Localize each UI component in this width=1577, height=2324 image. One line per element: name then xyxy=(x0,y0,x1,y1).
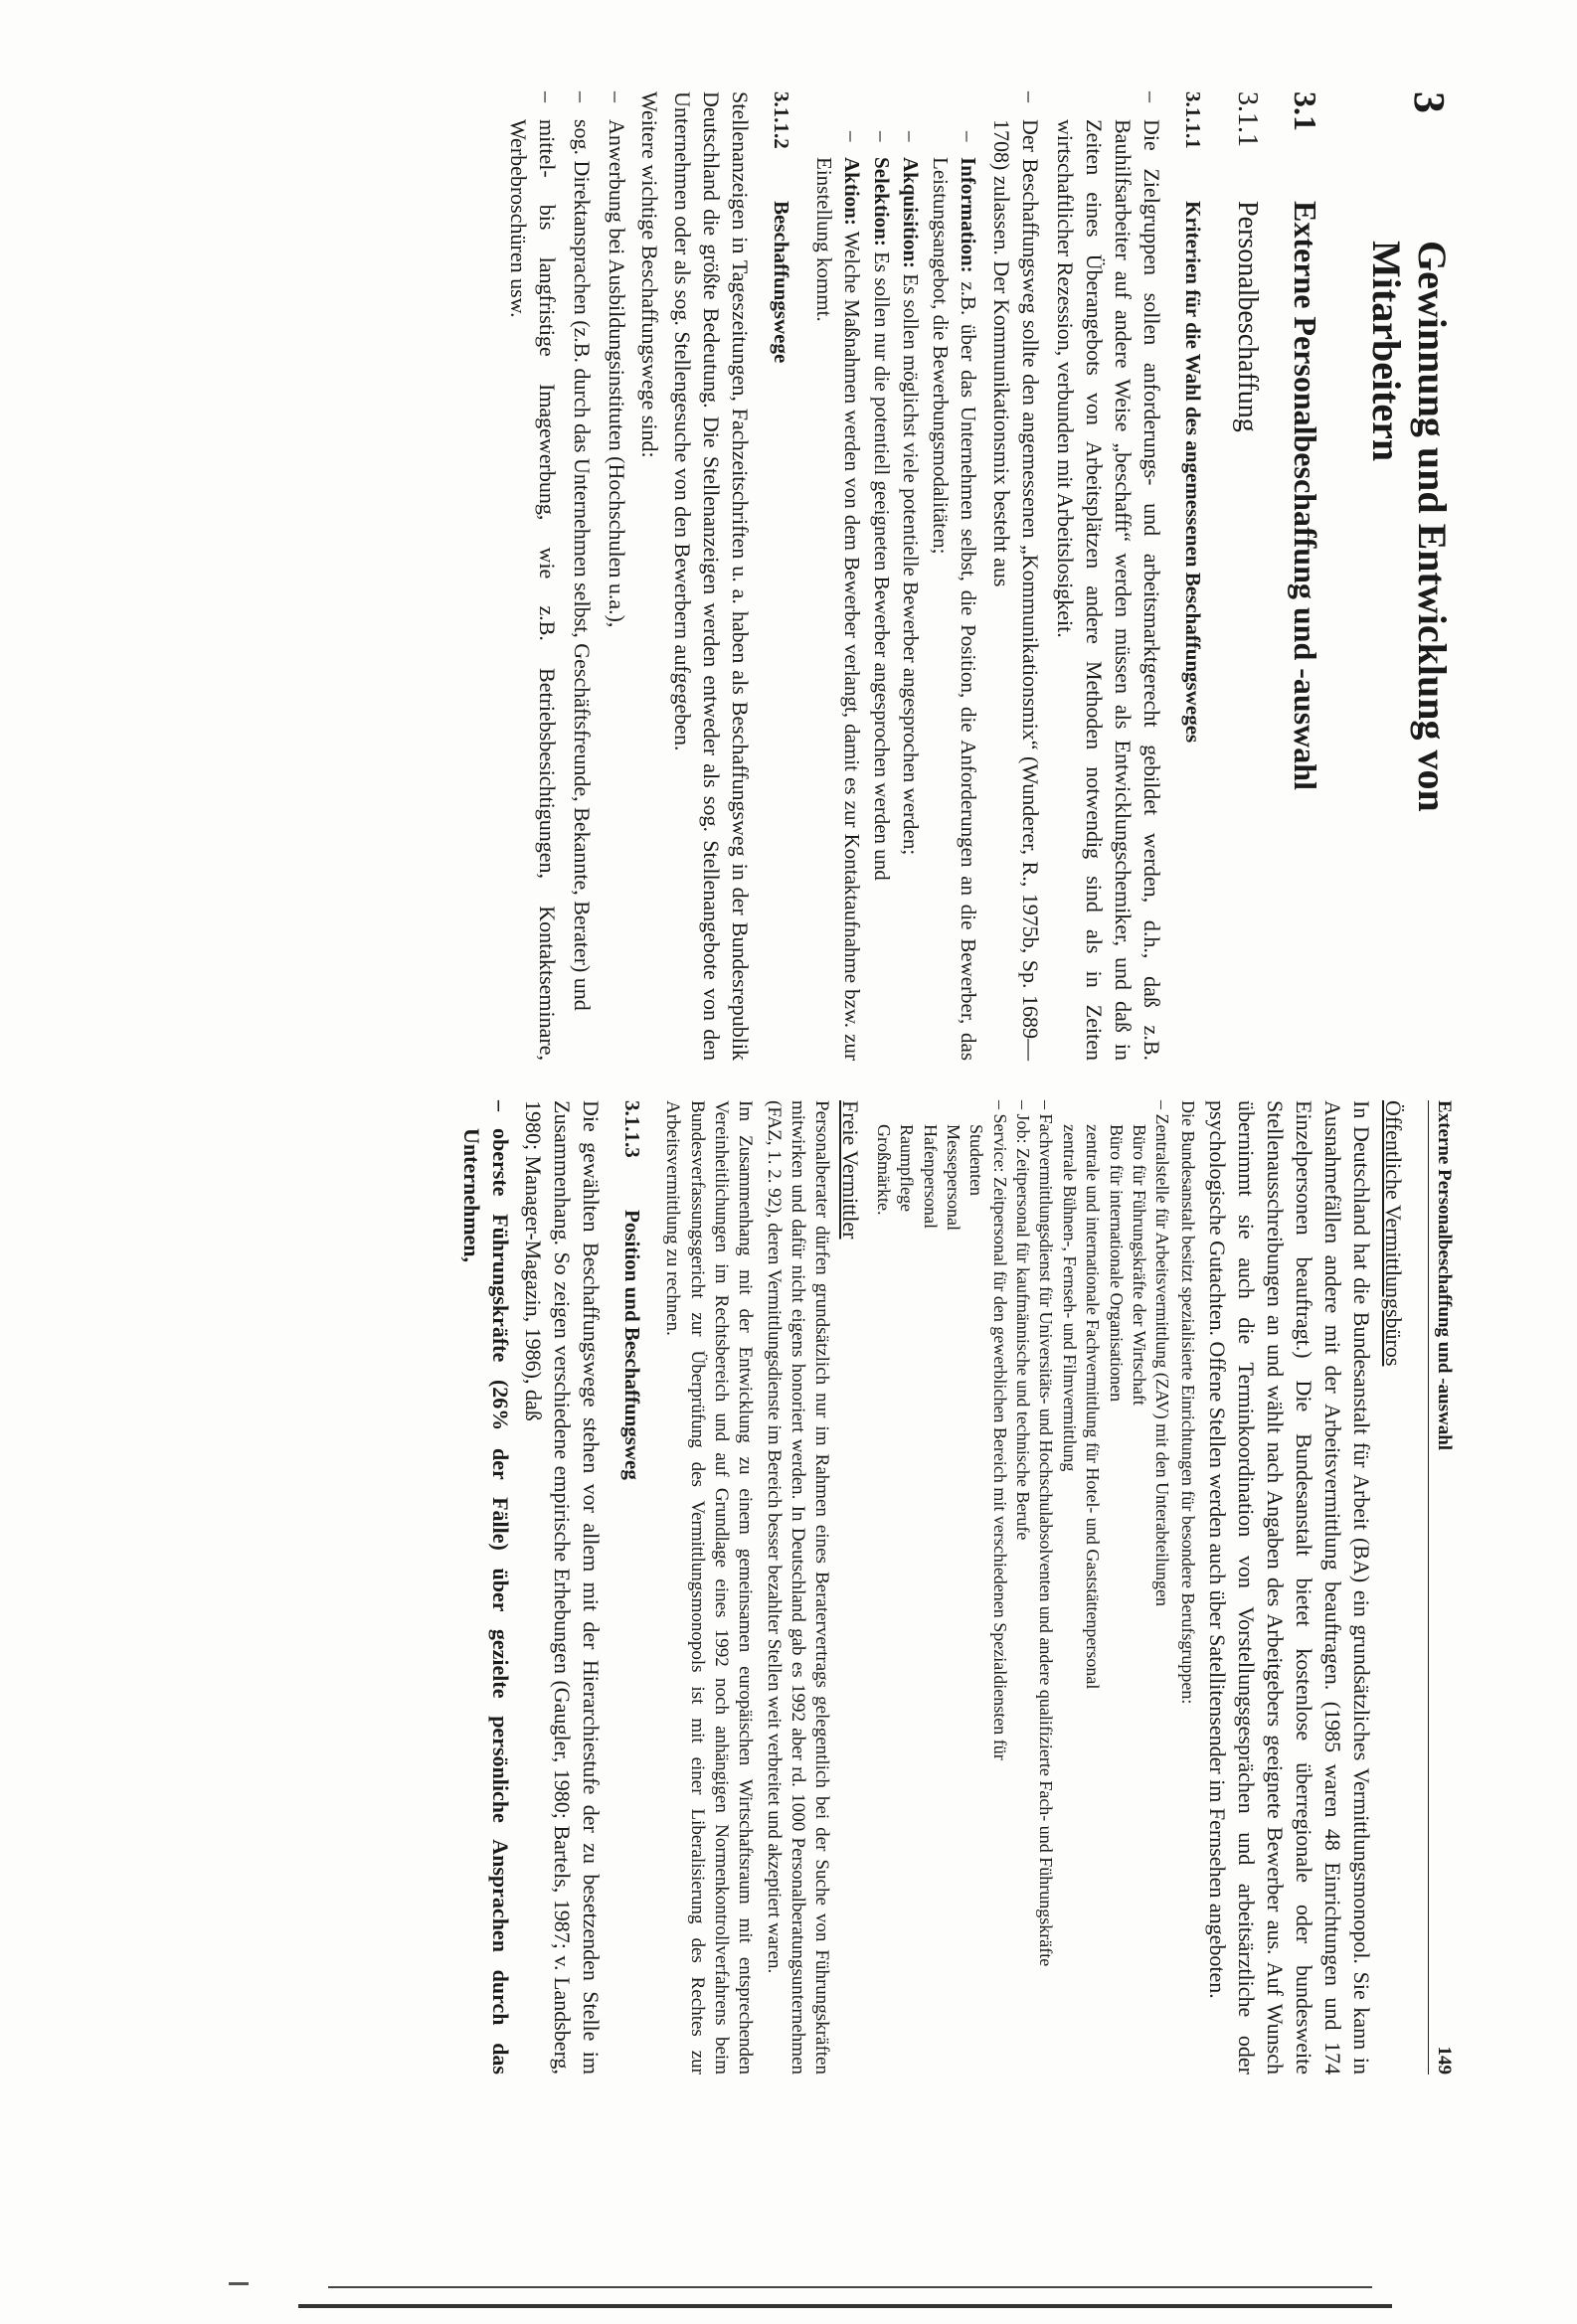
mix-text-action: Welche Maßnahmen werden von dem Bewerber verlangt, damit es zur Kontaktaufnahme bzw. zur Einstellung kommt. xyxy=(812,157,864,1061)
mix-item-information xyxy=(926,131,980,1061)
zav-sub-item: zentrale Bühnen-, Fernseh- und Filmvermittlung xyxy=(1059,1124,1080,1472)
dash-marker: – xyxy=(869,131,894,142)
section-heading xyxy=(1287,91,1323,1061)
zav-sub-item: zentrale und internationale Fachvermittlung für Hotel- und Gaststättenpersonal xyxy=(1083,1124,1104,1690)
subsection-number: 3.1.1 xyxy=(1232,91,1263,147)
mix-label-action: Aktion: xyxy=(839,157,864,226)
paragraph-further-channels: Weitere wichtige Beschaffungswege sind: xyxy=(637,91,663,458)
institution-zav: – Zentralstelle für Arbeitsvermittlung (ZAV) mit den Unterabteilungen xyxy=(1152,1100,1173,1607)
criteria-text-target-groups: Die Zielgruppen sollen anforderungs- und arbeitsmarktgerecht gebildet werden, d.h., daß z.B. Bauhilfsarbeiter auf andere Weise „beschafft“ werden müssen als Entwicklungschemiker, und daß in Zeiten eines Überangebots von Arbeitsplätzen andere Methoden notwendig sind als in Zeiten wirtschaftlicher Rezession, verbunden mit Arbeitslosigkeit. xyxy=(1052,119,1164,1061)
channel-item-image-advertising xyxy=(504,91,562,1061)
communication-mix-list xyxy=(810,131,981,1061)
mix-label-selection: Selektion: xyxy=(869,157,894,247)
institution-fach: – Fachvermittlungsdienst für Universitäts- und Hochschulabsolventen und andere qualifizierte Fach- und Führungskräfte xyxy=(1036,1100,1057,1967)
heading-position xyxy=(619,1100,644,2075)
dash-marker: – xyxy=(1017,91,1043,102)
scan-edge-artifact xyxy=(298,2304,1392,2308)
heading-criteria-title: Kriterien für die Wahl des angemessenen Beschaffungsweges xyxy=(1181,201,1205,744)
paragraph-european-market: Im Zusammenhang mit der Entwicklung zu einem gemeinsamen europäischen Wirtschaftsraum mit entsprechenden Vereinheitlichungen im Rechtsbereich und auf Grundlage eines 1992 noch anhängigen Normenkontrollverfahrens beim Bundesverfassungsgericht zur Überprüfung des Vermittlungsmonopols ist mit einer Liberalisierung des Rechtes zur Arbeitsvermittlung zu rechnen. xyxy=(662,1100,757,2075)
right-column xyxy=(451,1100,1455,2075)
dash-marker: – xyxy=(488,1100,514,1111)
scan-edge-artifact xyxy=(328,2286,1372,2288)
channel-text-image-advertising: mittel- bis langfristige Imagewerbung, wie z.B. Betriebsbesichtigungen, Kontaktseminare, Werbebroschüren usw. xyxy=(506,119,561,1061)
subsection-title: Personalbeschaffung xyxy=(1232,201,1263,432)
mix-label-acquisition: Akquisition: xyxy=(899,157,924,269)
heading-position-title: Position und Beschaffungsweg xyxy=(620,1210,645,1480)
mix-text-selection: Es sollen nur die potentiell geeigneten Bewerber angesprochen werden und xyxy=(869,246,894,881)
left-column xyxy=(498,91,1455,1061)
running-header xyxy=(1428,1100,1455,2075)
heading-free-agents: Freie Vermittler xyxy=(838,1100,864,1240)
channel-item-direct-approach xyxy=(568,91,597,1061)
service-sub-item: Raumpflege xyxy=(897,1124,918,1212)
section-number: 3.1 xyxy=(1288,91,1323,131)
zav-sub-item: Büro für internationale Organisationen xyxy=(1106,1124,1127,1403)
section-title: Externe Personalbeschaffung und -auswahl xyxy=(1288,201,1323,790)
zav-sub-item: Büro für Führungskräfte der Wirtschaft xyxy=(1130,1124,1150,1406)
page-number: 149 xyxy=(1434,2046,1455,2075)
service-sub-item: Messepersonal xyxy=(943,1124,964,1231)
institution-service-text: Service: Zeitpersonal für den gewerblichen Bereich mit verschiedenen Spezialdiensten für xyxy=(989,1113,1010,1760)
running-header-title: Externe Personalbeschaffung und -auswahl xyxy=(1434,1100,1455,1451)
paragraph-federal-agency: In Deutschland hat die Bundesanstalt für Arbeit (BA) ein grundsätzliches Vermittlungsmonopol. Sie kann in Ausnahmefällen andere mit der Arbeitsvermittlung beauftragen. (1985 waren 48 Einrichtungen und 174 Einzelpersonen beauftragt.) Die Bundesanstalt bietet kostenlose überregionale oder bundesweite Stellenausschreibungen an und wählt nach Angaben des Arbeitgebers geeignete Bewerber aus. Auf Wunsch übernimmt sie auch die Terminkoordination von Vorstellungsgesprächen und arbeitsärztliche oder psychologische Gutachten. Offene Stellen werden auch über Satellitensender im Fernsehen angeboten. xyxy=(1204,1100,1374,2075)
position-text-top-executives: oberste Führungskräfte (26% der Fälle) über gezielte persönliche Ansprachen durch das Unternehmen, xyxy=(459,1128,514,2075)
institution-zav-text: Zentralstelle für Arbeitsvermittlung (ZAV) mit den Unterabteilungen xyxy=(1152,1113,1173,1607)
channel-item-recruiting-institutes xyxy=(603,91,631,1061)
heading-channels-number: 3.1.1.2 xyxy=(770,91,794,149)
mix-text-acquisition: Es sollen möglichst viele potentielle Bewerber angesprochen werden; xyxy=(899,268,924,856)
heading-public-offices: Öffentliche Vermittlungsbüros xyxy=(1381,1100,1406,1367)
mix-item-acquisition xyxy=(897,131,925,1061)
chapter-heading xyxy=(1363,91,1455,1061)
service-sub-item: Studenten xyxy=(966,1124,987,1196)
position-item-top-executives xyxy=(457,1100,515,2075)
dash-marker: – xyxy=(1139,91,1164,102)
mix-label-information: Information: xyxy=(956,157,980,273)
chapter-number: 3 xyxy=(1405,91,1454,113)
dash-marker: – xyxy=(899,131,924,142)
paragraph-special-institutions: Die Bundesanstalt besitzt spezialisierte Einrichtungen für besondere Berufsgruppen: xyxy=(1177,1100,1198,1705)
institutions-list xyxy=(871,1100,1173,2075)
subsection-heading xyxy=(1231,91,1263,1061)
dash-marker: – xyxy=(956,131,980,142)
heading-criteria xyxy=(1180,91,1205,1061)
criteria-item-target-groups xyxy=(1051,91,1166,1061)
dash-marker: – xyxy=(605,91,630,102)
institution-service: – Service: Zeitpersonal für den gewerblichen Bereich mit verschiedenen Spezialdiensten für xyxy=(989,1100,1010,1760)
service-sub-item: Großmärkte. xyxy=(873,1124,894,1216)
dash-marker: – xyxy=(570,91,596,102)
paragraph-position: Die gewählten Beschaffungswege stehen vor allem mit der Hierarchiestufe der zu besetzenden Stelle im Zusammenhang. So zeigen verschiedene empirische Erhebungen (Gaugler, 1980; Bartels, 1987; v. Landsberg, 1980; Manager-Magazin, 1986), daß xyxy=(521,1100,605,2075)
dash-marker: – xyxy=(535,91,561,102)
institution-job: – Job: Zeitpersonal für kaufmännische und technische Berufe xyxy=(1013,1100,1034,1541)
paragraph-job-ads: Stellenanzeigen in Tageszeitungen, Fachzeitschriften u. a. haben als Beschaffungsweg in der Bundesrepublik Deutschland die größte Bedeutung. Die Stellenanzeigen werden entweder als sog. Stellenangebote von den Unternehmen oder als sog. Stellengesuche von den Bewerbern aufgegeben. xyxy=(670,91,754,1061)
channel-text-recruiting-institutes: Anwerbung bei Ausbildungsinstituten (Hochschulen u.a.), xyxy=(605,119,630,628)
scan-edge-artifact xyxy=(229,2282,249,2285)
mix-text-information: z.B. über das Unternehmen selbst, die Position, die Anforderungen an die Bewerber, das Leistungsangebot, die Bewerbungsmodalitäten; xyxy=(929,157,980,1061)
chapter-title: Gewinnung und Entwicklung von Mitarbeitern xyxy=(1364,241,1455,812)
channel-text-direct-approach: sog. Direktansprachen (z.B. durch das Unternehmen selbst, Geschäftsfreunde, Bekannte, Berater) und xyxy=(570,119,596,1011)
mix-item-selection xyxy=(867,131,895,1061)
heading-position-number: 3.1.1.3 xyxy=(620,1100,645,1158)
dash-marker: – xyxy=(839,131,864,142)
heading-channels-title: Beschaffungswege xyxy=(770,201,794,364)
heading-channels xyxy=(770,91,794,1061)
criteria-item-communication-mix xyxy=(987,91,1045,1061)
institution-job-text: Job: Zeitpersonal für kaufmännische und technische Berufe xyxy=(1013,1113,1034,1541)
institution-fach-text: Fachvermittlungsdienst für Universitäts- und Hochschulabsolventen und andere qualifizierte Fach- und Führungskräfte xyxy=(1036,1113,1057,1967)
heading-criteria-number: 3.1.1.1 xyxy=(1181,91,1205,149)
paragraph-free-agents: Personalberater dürfen grundsätzlich nur im Rahmen eines Beratervertrags gelegentlich bei der Suche von Führungskräften mitwirken und dafür nicht eigens honoriert werden. In Deutschland gab es 1992 aber rd. 1000 Personalberatungsunternehmen (FAZ, 1. 2. 92), deren Vermittlungsdienste im Bereich besser bezahlter Stellen weit verbreitet und akzeptiert waren. xyxy=(763,1100,833,2075)
rotated-document-page xyxy=(122,91,1455,2089)
service-sub-item: Hafenpersonal xyxy=(920,1124,941,1229)
mix-item-action xyxy=(810,131,865,1061)
criteria-text-communication-mix: Der Beschaffungsweg sollte den angemessenen „Kommunikationsmix“ (Wunderer, R., 1975b, Sp. 1689—1708) zulassen. Der Kommunikationsmix besteht aus xyxy=(988,119,1043,1061)
